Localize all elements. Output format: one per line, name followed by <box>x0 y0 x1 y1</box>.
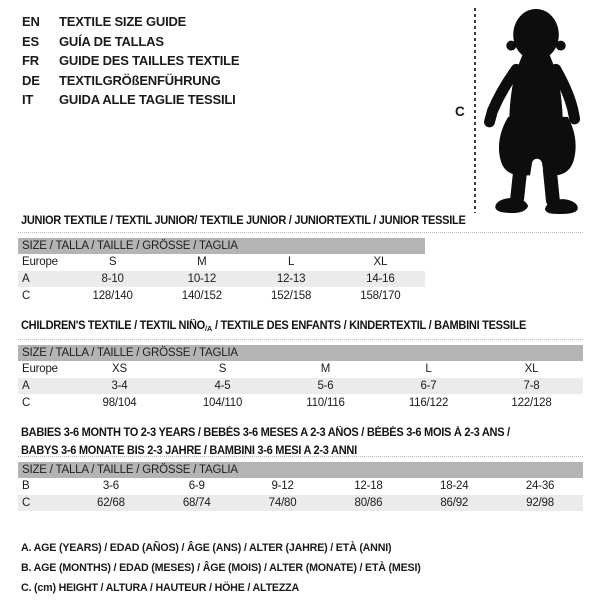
age-value: 3-4 <box>111 380 128 393</box>
babies-title-line-1: BABIES 3-6 MONTH TO 2-3 YEARS / BEBÉS 3-6 MESES A 2-3 AÑOS / BÉBÉS 3-6 MOIS À 2-3 ANS / <box>21 427 510 439</box>
size-value: XL <box>524 363 539 376</box>
height-value: 122/128 <box>511 396 552 409</box>
table-row-height <box>18 394 583 411</box>
age-value: 10-12 <box>187 273 217 286</box>
babies-title-line-2: BABYS 3-6 MONATE BIS 2-3 JAHRE / BAMBINI 3-6 MESI A 2-3 ANNI <box>21 445 357 457</box>
guide-title-es: GUÍA DE TALLAS <box>59 33 164 49</box>
table-row-age-months <box>18 478 583 495</box>
height-value: 116/122 <box>408 396 449 409</box>
guide-title-it: GUIDA ALLE TAGLIE TESSILI <box>59 92 236 108</box>
children-size-table <box>18 345 583 411</box>
language-row-it <box>22 90 239 110</box>
footnote-a: A. AGE (YEARS) / EDAD (AÑOS) / ÂGE (ANS) / ALTER (JAHRE) / ETÀ (ANNI) <box>21 542 392 554</box>
age-value: 24-36 <box>525 480 555 493</box>
legend-footnotes <box>21 538 421 598</box>
row-label: A <box>22 380 30 393</box>
junior-size-table <box>18 238 425 304</box>
row-label: Europe <box>22 363 58 376</box>
guide-title-en: TEXTILE SIZE GUIDE <box>59 14 187 30</box>
guide-title-de: TEXTILGRÖßENFÜHRUNG <box>59 72 221 88</box>
age-value: 14-16 <box>366 273 395 286</box>
section-divider <box>18 232 583 233</box>
table-row-age <box>18 271 425 288</box>
table-row-height <box>18 287 425 304</box>
height-value: 80/86 <box>354 497 383 510</box>
language-code: ES <box>22 33 39 49</box>
children-section-title <box>21 320 526 333</box>
size-value: M <box>320 363 331 376</box>
table-row-age <box>18 378 583 395</box>
table-row-height <box>18 495 583 512</box>
size-value: M <box>197 256 207 269</box>
age-value: 12-13 <box>276 273 306 286</box>
height-value: 92/98 <box>526 497 554 510</box>
children-title-post: / TEXTILE DES ENFANTS / KINDERTEXTIL / BAMBINI TESSILE <box>212 320 527 332</box>
children-title-subscript: /A <box>204 324 213 333</box>
children-title-pre: CHILDREN'S TEXTILE / TEXTIL NIÑO <box>21 320 205 332</box>
junior-section-title: JUNIOR TEXTILE / TEXTIL JUNIOR/ TEXTILE JUNIOR / JUNIORTEXTIL / JUNIOR TESSILE <box>21 215 466 227</box>
size-header-band: SIZE / TALLA / TAILLE / GRÖSSE / TAGLIA <box>18 345 583 361</box>
language-row-fr <box>22 51 239 71</box>
height-value: 110/116 <box>306 396 345 409</box>
section-divider <box>18 339 583 340</box>
age-value: 6-7 <box>420 380 437 393</box>
age-value: 4-5 <box>214 380 231 393</box>
age-value: 18-24 <box>440 480 469 493</box>
table-row-europe <box>18 361 583 378</box>
size-value: XL <box>373 256 388 269</box>
size-header-band: SIZE / TALLA / TAILLE / GRÖSSE / TAGLIA <box>18 238 425 254</box>
row-label: B <box>22 480 30 493</box>
height-value: 86/92 <box>440 497 469 510</box>
language-code: EN <box>22 14 40 30</box>
row-label: Europe <box>22 256 58 269</box>
guide-title-fr: GUIDE DES TAILLES TEXTILE <box>59 53 240 69</box>
height-measure-dotted-line <box>474 8 476 213</box>
height-value: 68/74 <box>182 497 211 510</box>
language-row-de <box>22 71 239 91</box>
size-header-band: SIZE / TALLA / TAILLE / GRÖSSE / TAGLIA <box>18 462 583 478</box>
age-value: 8-10 <box>101 273 124 286</box>
age-value: 9-12 <box>271 480 294 493</box>
height-value: 104/110 <box>202 396 243 409</box>
language-code: FR <box>22 53 39 69</box>
age-value: 7-8 <box>523 380 540 393</box>
height-value: 128/140 <box>92 289 133 302</box>
babies-section-title <box>21 424 510 460</box>
table-row-europe <box>18 254 425 271</box>
height-value: 62/68 <box>97 497 125 510</box>
age-value: 5-6 <box>317 380 334 393</box>
language-row-es <box>22 32 239 52</box>
footnote-b: B. AGE (MONTHS) / EDAD (MESES) / ÂGE (MOIS) / ALTER (MONATE) / ETÀ (MESI) <box>21 562 421 574</box>
height-measure-label: C <box>455 104 465 119</box>
row-label: C <box>22 289 31 302</box>
section-divider <box>18 456 583 457</box>
footnote-c: C. (cm) HEIGHT / ALTURA / HAUTEUR / HÖHE / ALTEZZA <box>21 582 299 594</box>
language-code: IT <box>22 92 34 108</box>
row-label: C <box>22 497 31 510</box>
baby-silhouette-icon <box>482 6 594 214</box>
size-value: L <box>288 256 295 269</box>
age-value: 6-9 <box>188 480 205 493</box>
height-value: 98/104 <box>102 396 137 409</box>
height-value: 74/80 <box>268 497 297 510</box>
language-code: DE <box>22 72 40 88</box>
height-value: 152/158 <box>271 289 312 302</box>
height-value: 140/152 <box>181 289 222 302</box>
height-value: 158/170 <box>360 289 401 302</box>
size-value: S <box>218 363 227 376</box>
size-value: S <box>108 256 117 269</box>
babies-size-table <box>18 462 583 511</box>
size-value: XS <box>112 363 127 376</box>
language-title-list <box>22 12 239 110</box>
age-value: 12-18 <box>354 480 383 493</box>
language-row-en <box>22 12 239 32</box>
age-value: 3-6 <box>102 480 119 493</box>
row-label: A <box>22 273 30 286</box>
size-value: L <box>425 363 432 376</box>
row-label: C <box>22 396 31 409</box>
